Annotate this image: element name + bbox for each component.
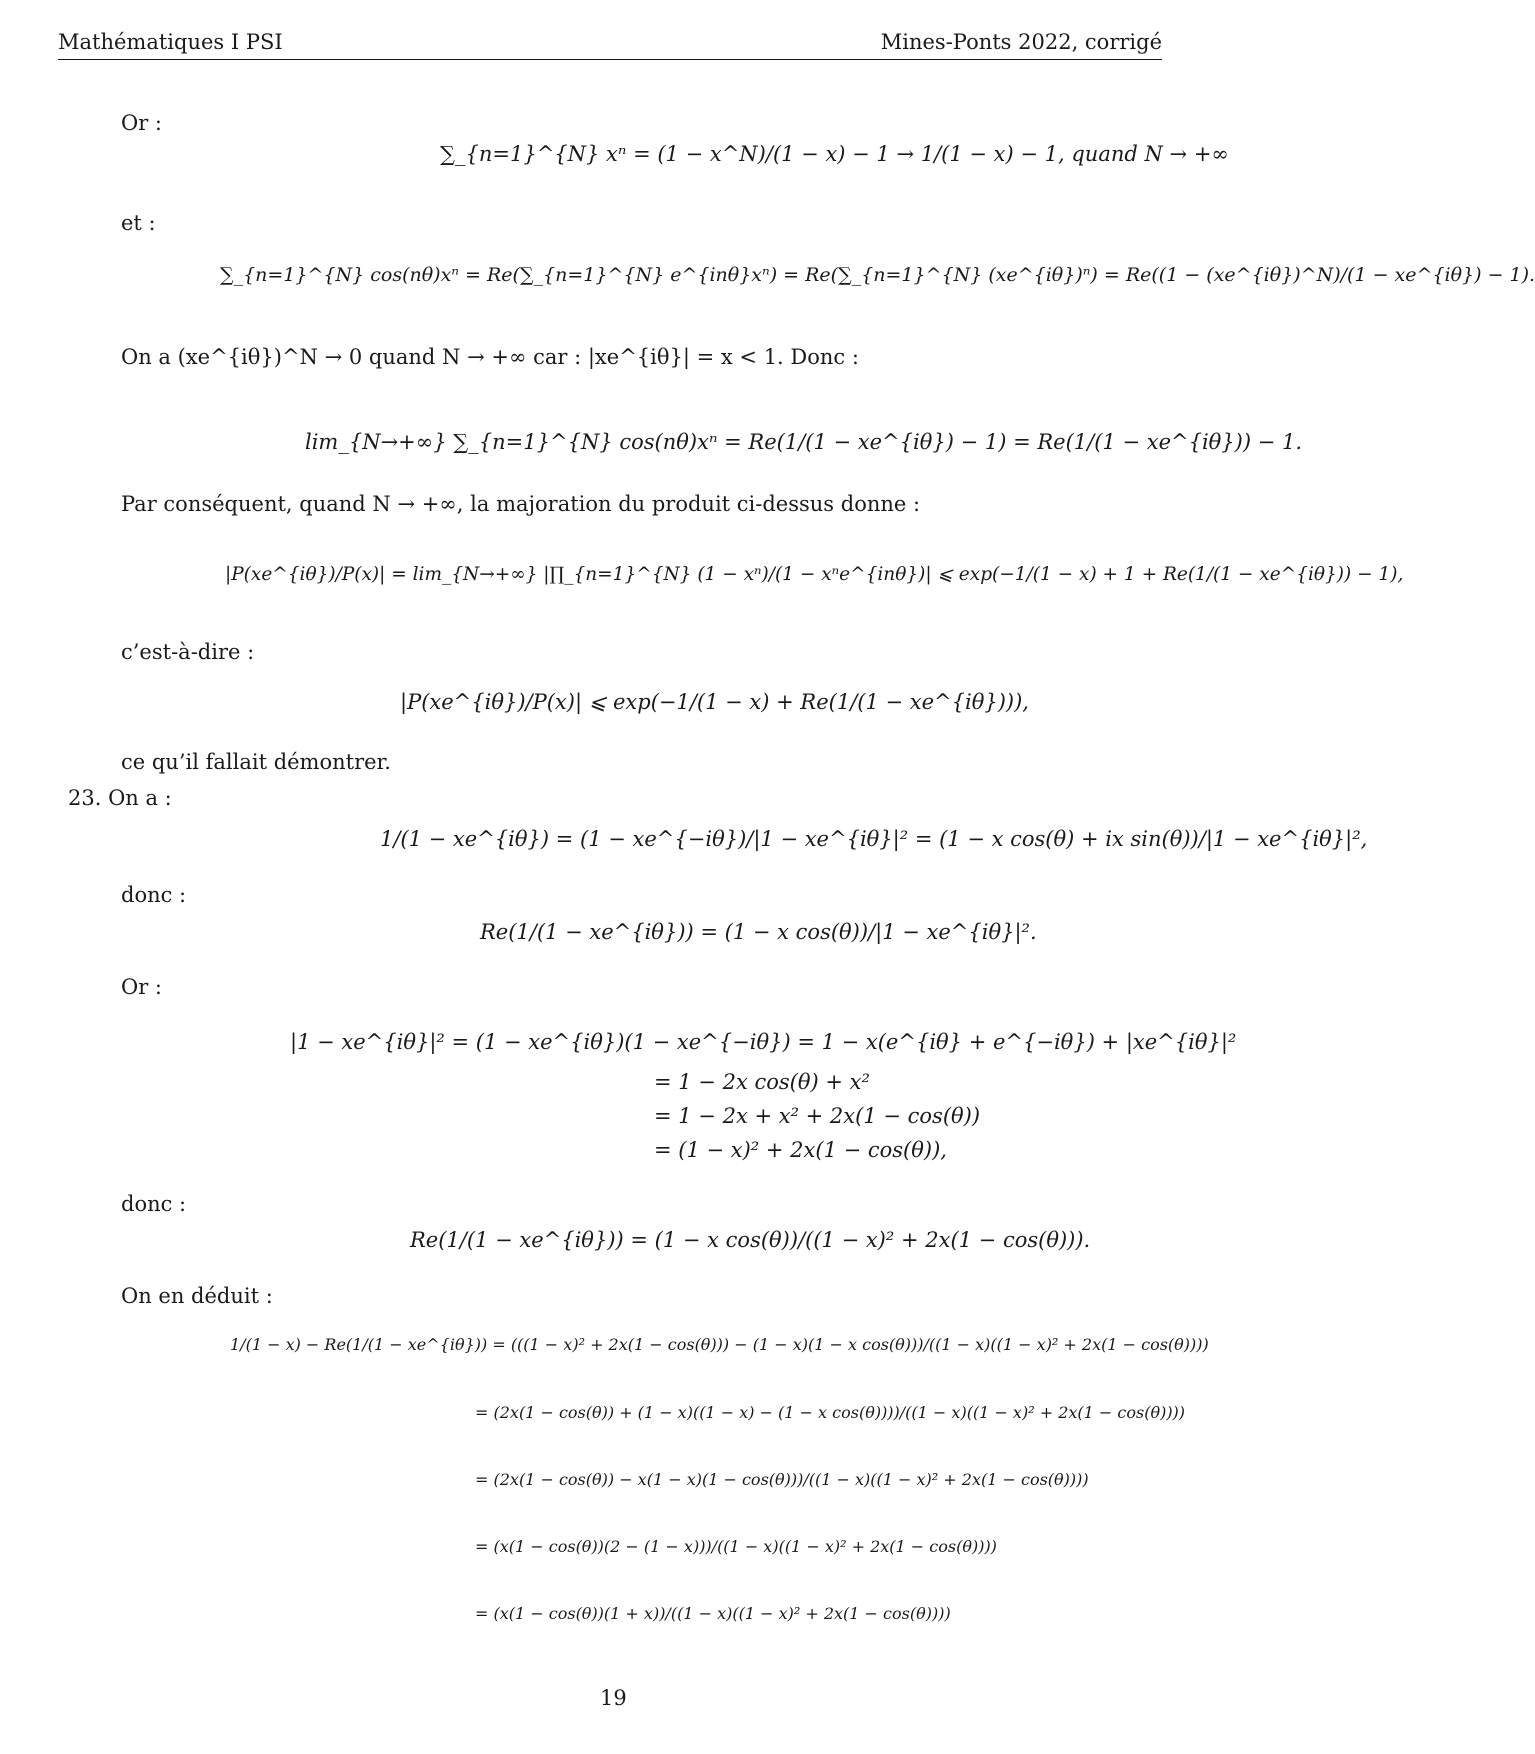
- equation-8-line-3: = 1 − 2x + x² + 2x(1 − cos(θ)): [654, 1104, 981, 1128]
- text-on-a: On a (xe^{iθ})^N → 0 quand N → +∞ car : |xe^{iθ}| = x < 1. Donc :: [121, 345, 859, 369]
- text-or-1: Or :: [121, 111, 163, 135]
- equation-10-line-3: = (2x(1 − cos(θ)) − x(1 − x)(1 − cos(θ)))/((1 − x)((1 − x)² + 2x(1 − cos(θ)))): [475, 1470, 1089, 1489]
- equation-6: 1/(1 − xe^{iθ}) = (1 − xe^{−iθ})/|1 − xe^{iθ}|² = (1 − x cos(θ) + ix sin(θ))/|1 − xe^{iθ}|²,: [380, 827, 1368, 851]
- text-et: et :: [121, 211, 156, 235]
- equation-3: lim_{N→+∞} ∑_{n=1}^{N} cos(nθ)xⁿ = Re(1/(1 − xe^{iθ}) − 1) = Re(1/(1 − xe^{iθ})) − 1.: [305, 430, 1303, 454]
- header-left: Mathématiques I PSI: [58, 30, 283, 54]
- text-ce-quil: ce qu’il fallait démontrer.: [121, 750, 391, 774]
- page-number: 19: [600, 1686, 627, 1710]
- equation-10-line-1: 1/(1 − x) − Re(1/(1 − xe^{iθ})) = (((1 − x)² + 2x(1 − cos(θ))) − (1 − x)(1 − x cos(θ)))/((1 − x)((1 − x)² + 2x(1 − cos(θ)))): [230, 1335, 1209, 1354]
- text-donc-2: donc :: [121, 1192, 187, 1216]
- text-donc-1: donc :: [121, 883, 187, 907]
- equation-10-line-4: = (x(1 − cos(θ))(2 − (1 − x)))/((1 − x)((1 − x)² + 2x(1 − cos(θ)))): [475, 1537, 997, 1556]
- equation-5: |P(xe^{iθ})/P(x)| ⩽ exp(−1/(1 − x) + Re(1/(1 − xe^{iθ}))),: [400, 690, 1029, 714]
- text-question-23: 23. On a :: [68, 786, 172, 810]
- equation-8-line-4: = (1 − x)² + 2x(1 − cos(θ)),: [654, 1138, 947, 1162]
- text-par-consequent: Par conséquent, quand N → +∞, la majoration du produit ci-dessus donne :: [121, 492, 921, 516]
- equation-2: ∑_{n=1}^{N} cos(nθ)xⁿ = Re(∑_{n=1}^{N} e^{inθ}xⁿ) = Re(∑_{n=1}^{N} (xe^{iθ})ⁿ) = Re((1 − (xe^{iθ})^N)/(1 − xe^{iθ}) − 1).: [220, 264, 1535, 286]
- equation-4: |P(xe^{iθ})/P(x)| = lim_{N→+∞} |∏_{n=1}^{N} (1 − xⁿ)/(1 − xⁿe^{inθ})| ⩽ exp(−1/(1 − x) + 1 + Re(1/(1 − xe^{iθ})) − 1),: [225, 564, 1404, 585]
- header-right: Mines-Ponts 2022, corrigé: [880, 30, 1162, 54]
- equation-10-line-5: = (x(1 − cos(θ))(1 + x))/((1 − x)((1 − x)² + 2x(1 − cos(θ)))): [475, 1604, 951, 1623]
- equation-10-line-2: = (2x(1 − cos(θ)) + (1 − x)((1 − x) − (1 − x cos(θ))))/((1 − x)((1 − x)² + 2x(1 − cos(θ)))): [475, 1403, 1186, 1422]
- equation-7: Re(1/(1 − xe^{iθ})) = (1 − x cos(θ))/|1 − xe^{iθ}|².: [480, 920, 1037, 944]
- text-on-en-deduit: On en déduit :: [121, 1284, 273, 1308]
- text-cest-a-dire: c’est-à-dire :: [121, 640, 255, 664]
- equation-8-line-2: = 1 − 2x cos(θ) + x²: [654, 1070, 870, 1094]
- text-or-2: Or :: [121, 975, 163, 999]
- equation-1: ∑_{n=1}^{N} xⁿ = (1 − x^N)/(1 − x) − 1 → 1/(1 − x) − 1, quand N → +∞: [440, 142, 1229, 166]
- header-rule: [58, 59, 1162, 60]
- equation-9: Re(1/(1 − xe^{iθ})) = (1 − x cos(θ))/((1 − x)² + 2x(1 − cos(θ))).: [410, 1228, 1091, 1252]
- equation-8-line-1: |1 − xe^{iθ}|² = (1 − xe^{iθ})(1 − xe^{−iθ}) = 1 − x(e^{iθ} + e^{−iθ}) + |xe^{iθ}|²: [290, 1030, 1237, 1054]
